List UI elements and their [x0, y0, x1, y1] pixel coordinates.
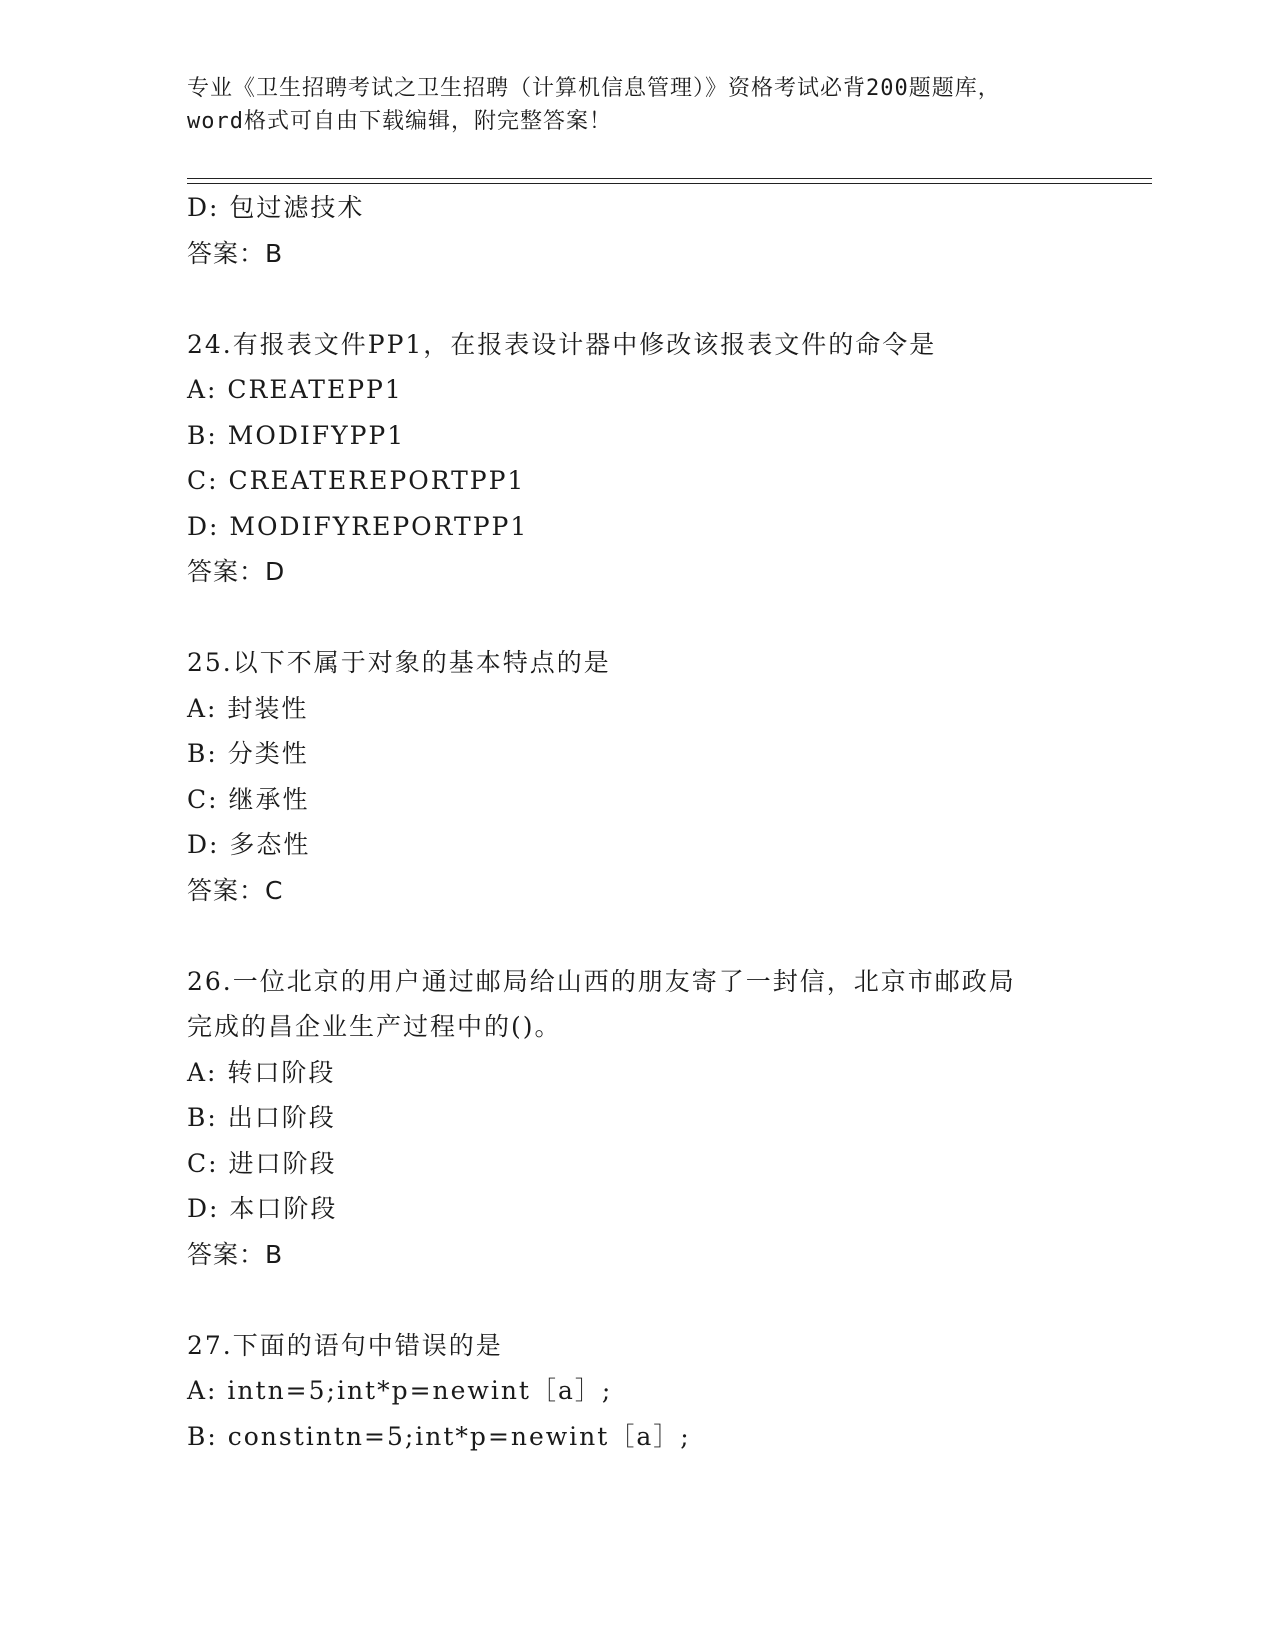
option-b: B: constintn=5;int*p=newint［a］;	[187, 1421, 691, 1451]
header-line-1: 专业《卫生招聘考试之卫生招聘（计算机信息管理）》资格考试必背200题题库，	[187, 76, 1001, 101]
question-text: 25.以下不属于对象的基本特点的是	[187, 648, 611, 677]
option-d: D: 多态性	[187, 830, 311, 859]
answer-line: 答案：D	[187, 557, 286, 586]
header-divider-bottom	[187, 183, 1152, 184]
header-divider-top	[187, 178, 1152, 179]
question-25	[187, 640, 1147, 913]
option-d: D: 包过滤技术	[187, 193, 365, 222]
option-d: D: MODIFYREPORTPP1	[187, 511, 529, 541]
option-a: A: CREATEPP1	[187, 375, 403, 404]
option-c: C: 进口阶段	[187, 1148, 337, 1178]
answer-line: 答案：B	[187, 1239, 284, 1269]
question-26	[187, 959, 1147, 1278]
option-a: A: intn=5;int*p=newint［a］;	[187, 1376, 613, 1405]
spacer	[187, 595, 1147, 641]
question-23-tail	[187, 185, 1147, 276]
option-a: A: 封装性	[187, 693, 309, 723]
spacer	[187, 276, 1147, 322]
spacer	[187, 913, 1147, 959]
answer-line: 答案：B	[187, 238, 284, 268]
question-text-line-2: 完成的昌企业生产过程中的()。	[187, 1012, 562, 1041]
header-line-2: word格式可自由下载编辑，附完整答案！	[187, 109, 612, 134]
option-b: B: 出口阶段	[187, 1103, 336, 1132]
question-24	[187, 322, 1147, 595]
question-list	[187, 185, 1147, 1459]
question-27	[187, 1323, 1147, 1460]
question-text: 24.有报表文件PP1，在报表设计器中修改该报表文件的命令是	[187, 329, 937, 359]
option-b: B: MODIFYPP1	[187, 420, 406, 450]
question-text-line-1: 26.一位北京的用户通过邮局给山西的朋友寄了一封信，北京市邮政局	[187, 966, 1016, 996]
option-c: C: CREATEREPORTPP1	[187, 466, 526, 495]
option-a: A: 转口阶段	[187, 1057, 336, 1087]
option-c: C: 继承性	[187, 784, 310, 814]
document-header	[187, 72, 1087, 138]
spacer	[187, 1277, 1147, 1323]
option-d: D: 本口阶段	[187, 1194, 338, 1223]
answer-line: 答案：C	[187, 875, 284, 905]
question-text: 27.下面的语句中错误的是	[187, 1330, 503, 1360]
option-b: B: 分类性	[187, 739, 309, 768]
